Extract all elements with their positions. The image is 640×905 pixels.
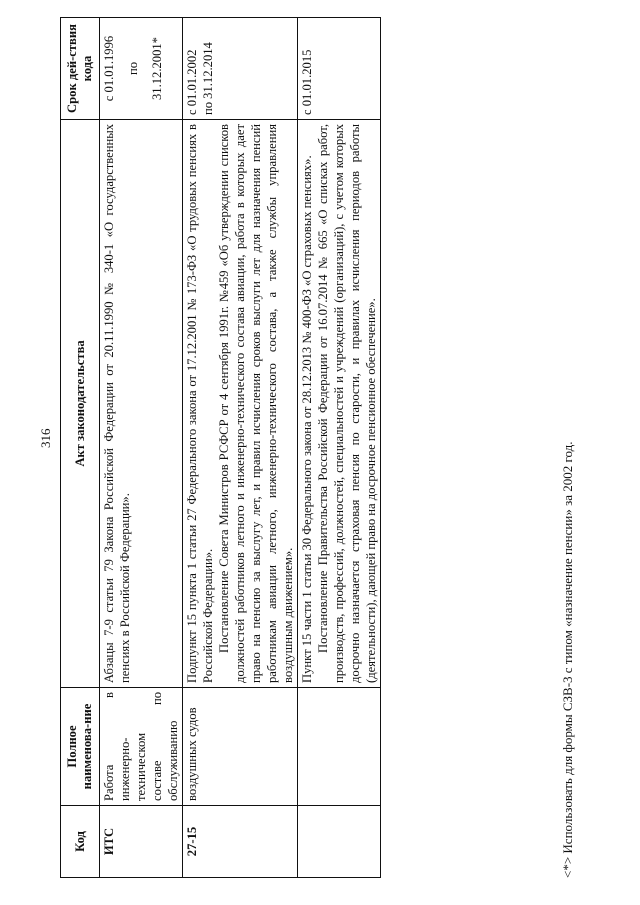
table-row [298,18,381,878]
term-end: 31.12.2001* [150,37,164,100]
table-header-row [61,18,100,878]
act-paragraph: Постановление Совета Министров РСФСР от 4 сентября 1991г. №459 «Об утверждении списков должностей работников летного и инженерно-технического состава авиации, работа в которых дает право на пенсию за выслугу лет, и правил исчисления сроков выслуги лет для назначения пенсий работникам авиации летного, инженерно-технического состава, а также службы управления воздушным движением». [217,124,295,683]
act-paragraph: Абзацы 7-9 статьи 79 Закона Российской Федерации от 20.11.1990 № 340-1 «О государственных пенсиях в Российской Федерации». [102,124,132,683]
term-separator: по [126,61,140,76]
header-act: Акт законодательства [61,120,100,688]
term-start: с 01.01.1996 [102,35,116,102]
row-term [298,18,381,120]
row-name [298,688,381,806]
row-term [100,18,183,120]
rotated-page [60,18,620,878]
row-name: Работа в инженерно-техническом составе по обслуживанию [100,688,183,806]
row-name: воздушных судов [183,688,298,806]
table-row [100,18,183,878]
row-code: 27-15 [183,806,298,878]
header-term: Срок дей-ствия кода [61,18,100,120]
row-code [298,806,381,878]
act-paragraph: Подпункт 15 пункта 1 статьи 27 Федерального закона от 17.12.2001 № 173-ФЗ «О трудовых пенсиях в Российской Федерации». [185,124,215,683]
codes-table [60,17,381,878]
act-paragraph: Пункт 15 части 1 статьи 30 Федерального закона от 28.12.2013 № 400-ФЗ «О страховых пенсиях». [300,155,314,683]
term-start: с 01.01.2015 [300,49,314,115]
footnote: <*> Использовать для формы СЗВ-3 с типом «назначение пенсии» за 2002 год. [560,441,575,878]
row-term [183,18,298,120]
term-end: по 31.12.2014 [201,42,215,115]
row-act [183,120,298,688]
term-start: с 01.01.2002 [185,49,199,115]
row-code: ИТС [100,806,183,878]
header-code: Код [61,806,100,878]
row-act [298,120,381,688]
table-row [183,18,298,878]
row-act [100,120,183,688]
page-number: 316 [38,428,53,448]
act-paragraph: Постановление Правительства Российской Федерации от 16.07.2014 № 665 «О списках работ, производств, профессий, должностей, специальностей и учреждений (организаций), с учетом которых досрочно назначается страховая пенсия по старости, и правилах исчисления периодов работы (деятельности), дающей право на досрочное пенсионное обеспечение». [316,124,378,683]
header-name: Полное наименова-ние [61,688,100,806]
